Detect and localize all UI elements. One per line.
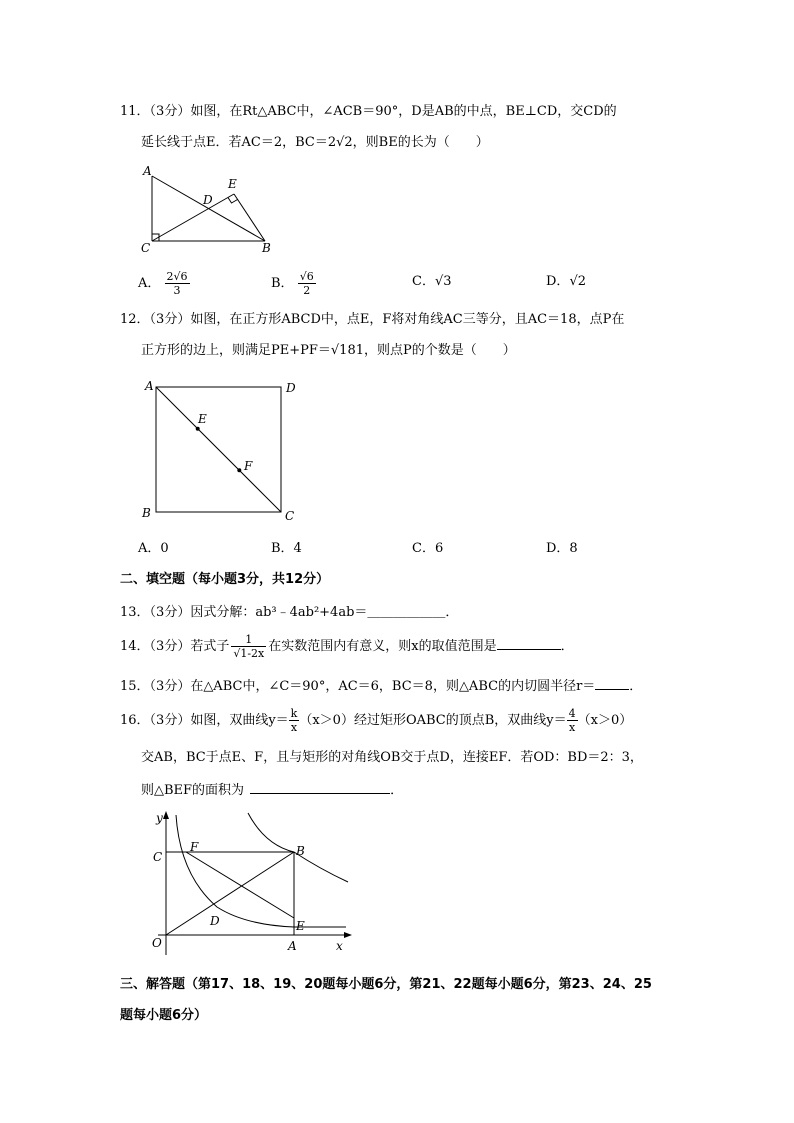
- q11-label-D: D: [203, 193, 213, 207]
- q11-option-c: C．√3: [412, 274, 452, 289]
- q16-label-B: B: [296, 844, 305, 858]
- q12-option-c: C．6: [412, 541, 444, 556]
- q11-line1: 11．（3分）如图，在Rt△ABC中，∠ACB＝90°，D是AB的中点，BE⊥CD，交CD的: [120, 104, 617, 119]
- q11-option-b: B． $\frac{√6}{2}$: [271, 270, 314, 297]
- section-2-heading: 二、填空题（每小题3分，共12分）: [120, 572, 330, 587]
- q16-figure: [140, 805, 355, 965]
- q16-line1: 16．（3分）如图，双曲线y＝ $\frac{k}{x}$ （x＞0）经过矩形OABC的顶点B，双曲线y＝ $\frac{4}{x}$ （x＞0）: [120, 707, 633, 734]
- q11-option-a: A． $\frac{2√6}{3}$: [138, 270, 188, 297]
- q12-option-a: A．0: [138, 541, 169, 556]
- q11-label-E: E: [228, 177, 237, 191]
- q12-label-D: D: [286, 381, 296, 395]
- q12-label-B: B: [142, 506, 151, 520]
- q16-label-F: F: [190, 840, 199, 854]
- q16-line3: 则△BEF的面积为 ．: [141, 779, 403, 801]
- q11-label-B: B: [262, 241, 271, 255]
- q13: 13．（3分）因式分解：ab³﹣4ab²+4ab＝＿＿＿＿＿＿．: [120, 605, 459, 620]
- q16-label-O: O: [152, 936, 162, 950]
- q11-label-A: A: [143, 164, 152, 178]
- q12-option-b: B．4: [271, 541, 302, 556]
- q16-label-D: D: [210, 914, 220, 928]
- q15: 15．（3分）在△ABC中，∠C＝90°，AC＝6，BC＝8，则△ABC的内切圆半径r＝ ．: [120, 675, 642, 697]
- q12-label-E: E: [198, 412, 207, 426]
- q11-label-C: C: [141, 241, 151, 255]
- q16-label-y: y: [156, 811, 163, 825]
- section-3-heading-line2: 题每小题6分）: [120, 1008, 208, 1023]
- q12-label-A: A: [145, 379, 154, 393]
- q11-line2: 延长线于点E．若AC＝2，BC＝2√2，则BE的长为（ ）: [141, 135, 489, 150]
- q16-label-A: A: [288, 939, 297, 953]
- q16-label-E: E: [296, 919, 305, 933]
- q11-option-d: D．√2: [546, 274, 586, 289]
- q11-figure: [135, 162, 280, 257]
- section-3-heading-line1: 三、解答题（第17、18、19、20题每小题6分，第21、22题每小题6分，第23、24、25: [120, 977, 652, 992]
- q16-line2: 交AB，BC于点E、F，且与矩形的对角线OB交于点D，连接EF．若OD：BD＝2：3，: [141, 750, 643, 765]
- q12-line1: 12．（3分）如图，在正方形ABCD中，点E，F将对角线AC三等分，且AC＝18，点P在: [120, 312, 625, 327]
- q14: 14．（3分）若式子 $\frac{1}{√1-2x}$ 在实数范围内有意义，则x的取值范围是 ．: [120, 633, 574, 660]
- q16-label-C: C: [153, 850, 163, 864]
- q12-option-d: D．8: [546, 541, 578, 556]
- q12-label-C: C: [285, 509, 295, 523]
- q16-label-x: x: [336, 939, 343, 953]
- q12-figure: [135, 372, 305, 524]
- q12-label-F: F: [244, 459, 253, 473]
- q12-line2: 正方形的边上，则满足PE+PF＝√181，则点P的个数是（ ）: [141, 343, 516, 358]
